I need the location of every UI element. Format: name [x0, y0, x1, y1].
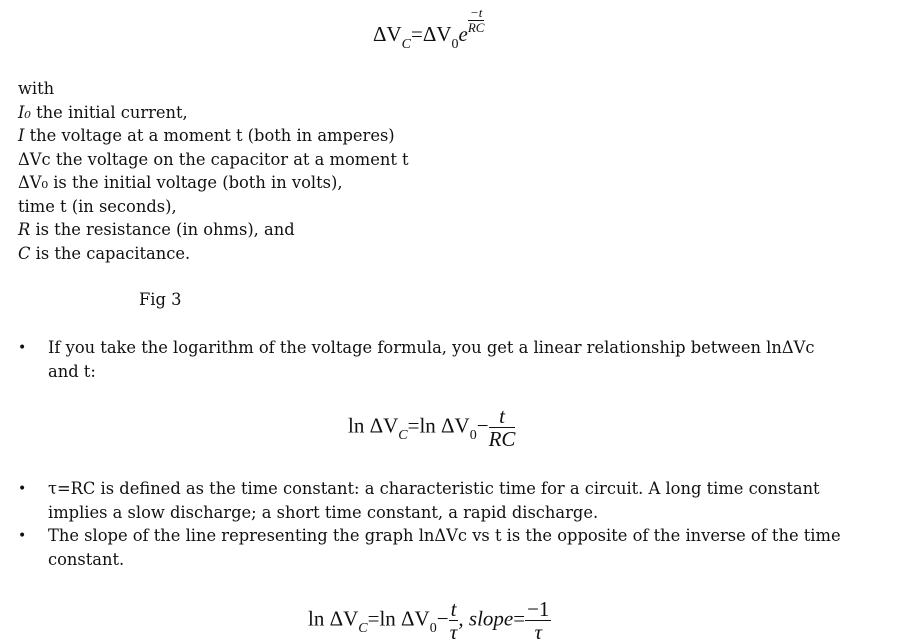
def-symbol: time t — [18, 197, 67, 216]
definition — [18, 242, 190, 266]
eq-sub: C — [401, 37, 412, 52]
with-text: with — [18, 79, 55, 98]
exp-numerator: −t — [468, 6, 485, 21]
def-text: the voltage at a moment t (both in amperes) — [24, 126, 395, 145]
bullet-icon: • — [18, 340, 27, 356]
definition — [18, 171, 343, 195]
eq-part: − — [436, 606, 449, 631]
frac-denominator: τ — [534, 620, 543, 644]
bullet-text: The slope of the line representing the graph lnΔVc vs t is the opposite of the inverse of the time — [48, 526, 841, 545]
def-symbol: ΔV₀ — [18, 173, 49, 192]
equation-log-voltage — [348, 405, 515, 450]
bullet-text: τ=RC is defined as the time constant: a characteristic time for a circuit. A long time constant — [48, 479, 820, 498]
eq-sub: C — [398, 428, 408, 444]
def-text: is the resistance (in ohms), and — [30, 220, 295, 239]
definition — [18, 124, 395, 148]
definition — [18, 195, 177, 219]
eq-part: ln ΔV — [348, 413, 399, 438]
bullet-icon: • — [18, 481, 27, 497]
eq-lhs: ΔV — [373, 22, 402, 46]
equation-slope — [308, 598, 551, 643]
def-symbol: C — [18, 244, 31, 263]
def-text: is the initial voltage (both in volts), — [48, 173, 343, 192]
eq-part: =ln ΔV — [407, 413, 470, 438]
definition — [18, 101, 188, 125]
eq-sub: 0 — [429, 621, 437, 637]
def-text: is the capacitance. — [30, 244, 191, 263]
definition — [18, 148, 409, 172]
eq-part: =ln ΔV — [367, 606, 430, 631]
bullet-text: If you take the logarithm of the voltage formula, you get a linear relationship between lnΔVc — [48, 338, 815, 357]
equation-voltage-decay — [373, 5, 485, 52]
def-symbol: ΔVc — [18, 150, 51, 169]
bullet-text: and t: — [48, 361, 96, 381]
eq-rhs: =ΔV — [411, 22, 452, 46]
frac-denominator: τ — [449, 620, 458, 644]
bullet-item-2 — [48, 477, 820, 524]
eq-sub: 0 — [469, 428, 477, 444]
eq-sub: C — [358, 621, 368, 637]
bullet-item-3 — [48, 524, 841, 571]
eq-part: ln ΔV — [308, 606, 359, 631]
bullet-item-1 — [48, 336, 815, 383]
def-symbol: R — [18, 220, 31, 239]
eq-slope: , slope — [458, 606, 514, 631]
figure-label: Fig 3 — [139, 290, 182, 309]
bullet-text: constant. — [48, 549, 125, 569]
frac-denominator: RC — [488, 427, 516, 452]
frac-numerator: −1 — [527, 597, 550, 621]
definition — [18, 218, 295, 242]
eq-part: − — [476, 413, 489, 438]
def-text: (in seconds), — [66, 197, 177, 216]
def-symbol: I₀ — [18, 103, 31, 122]
frac-numerator: t — [489, 405, 516, 428]
bullet-icon: • — [18, 528, 27, 544]
eq-part: = — [513, 606, 526, 631]
def-symbol: I — [18, 126, 25, 145]
eq-sub: 0 — [451, 37, 459, 52]
bullet-text: implies a slow discharge; a short time constant, a rapid discharge. — [48, 502, 599, 522]
exp-denominator: RC — [467, 19, 485, 35]
def-text: the voltage on the capacitor at a moment t — [50, 150, 409, 169]
frac-numerator: t — [450, 597, 457, 621]
eq-e: e — [458, 22, 468, 46]
def-text: the initial current, — [30, 103, 188, 122]
